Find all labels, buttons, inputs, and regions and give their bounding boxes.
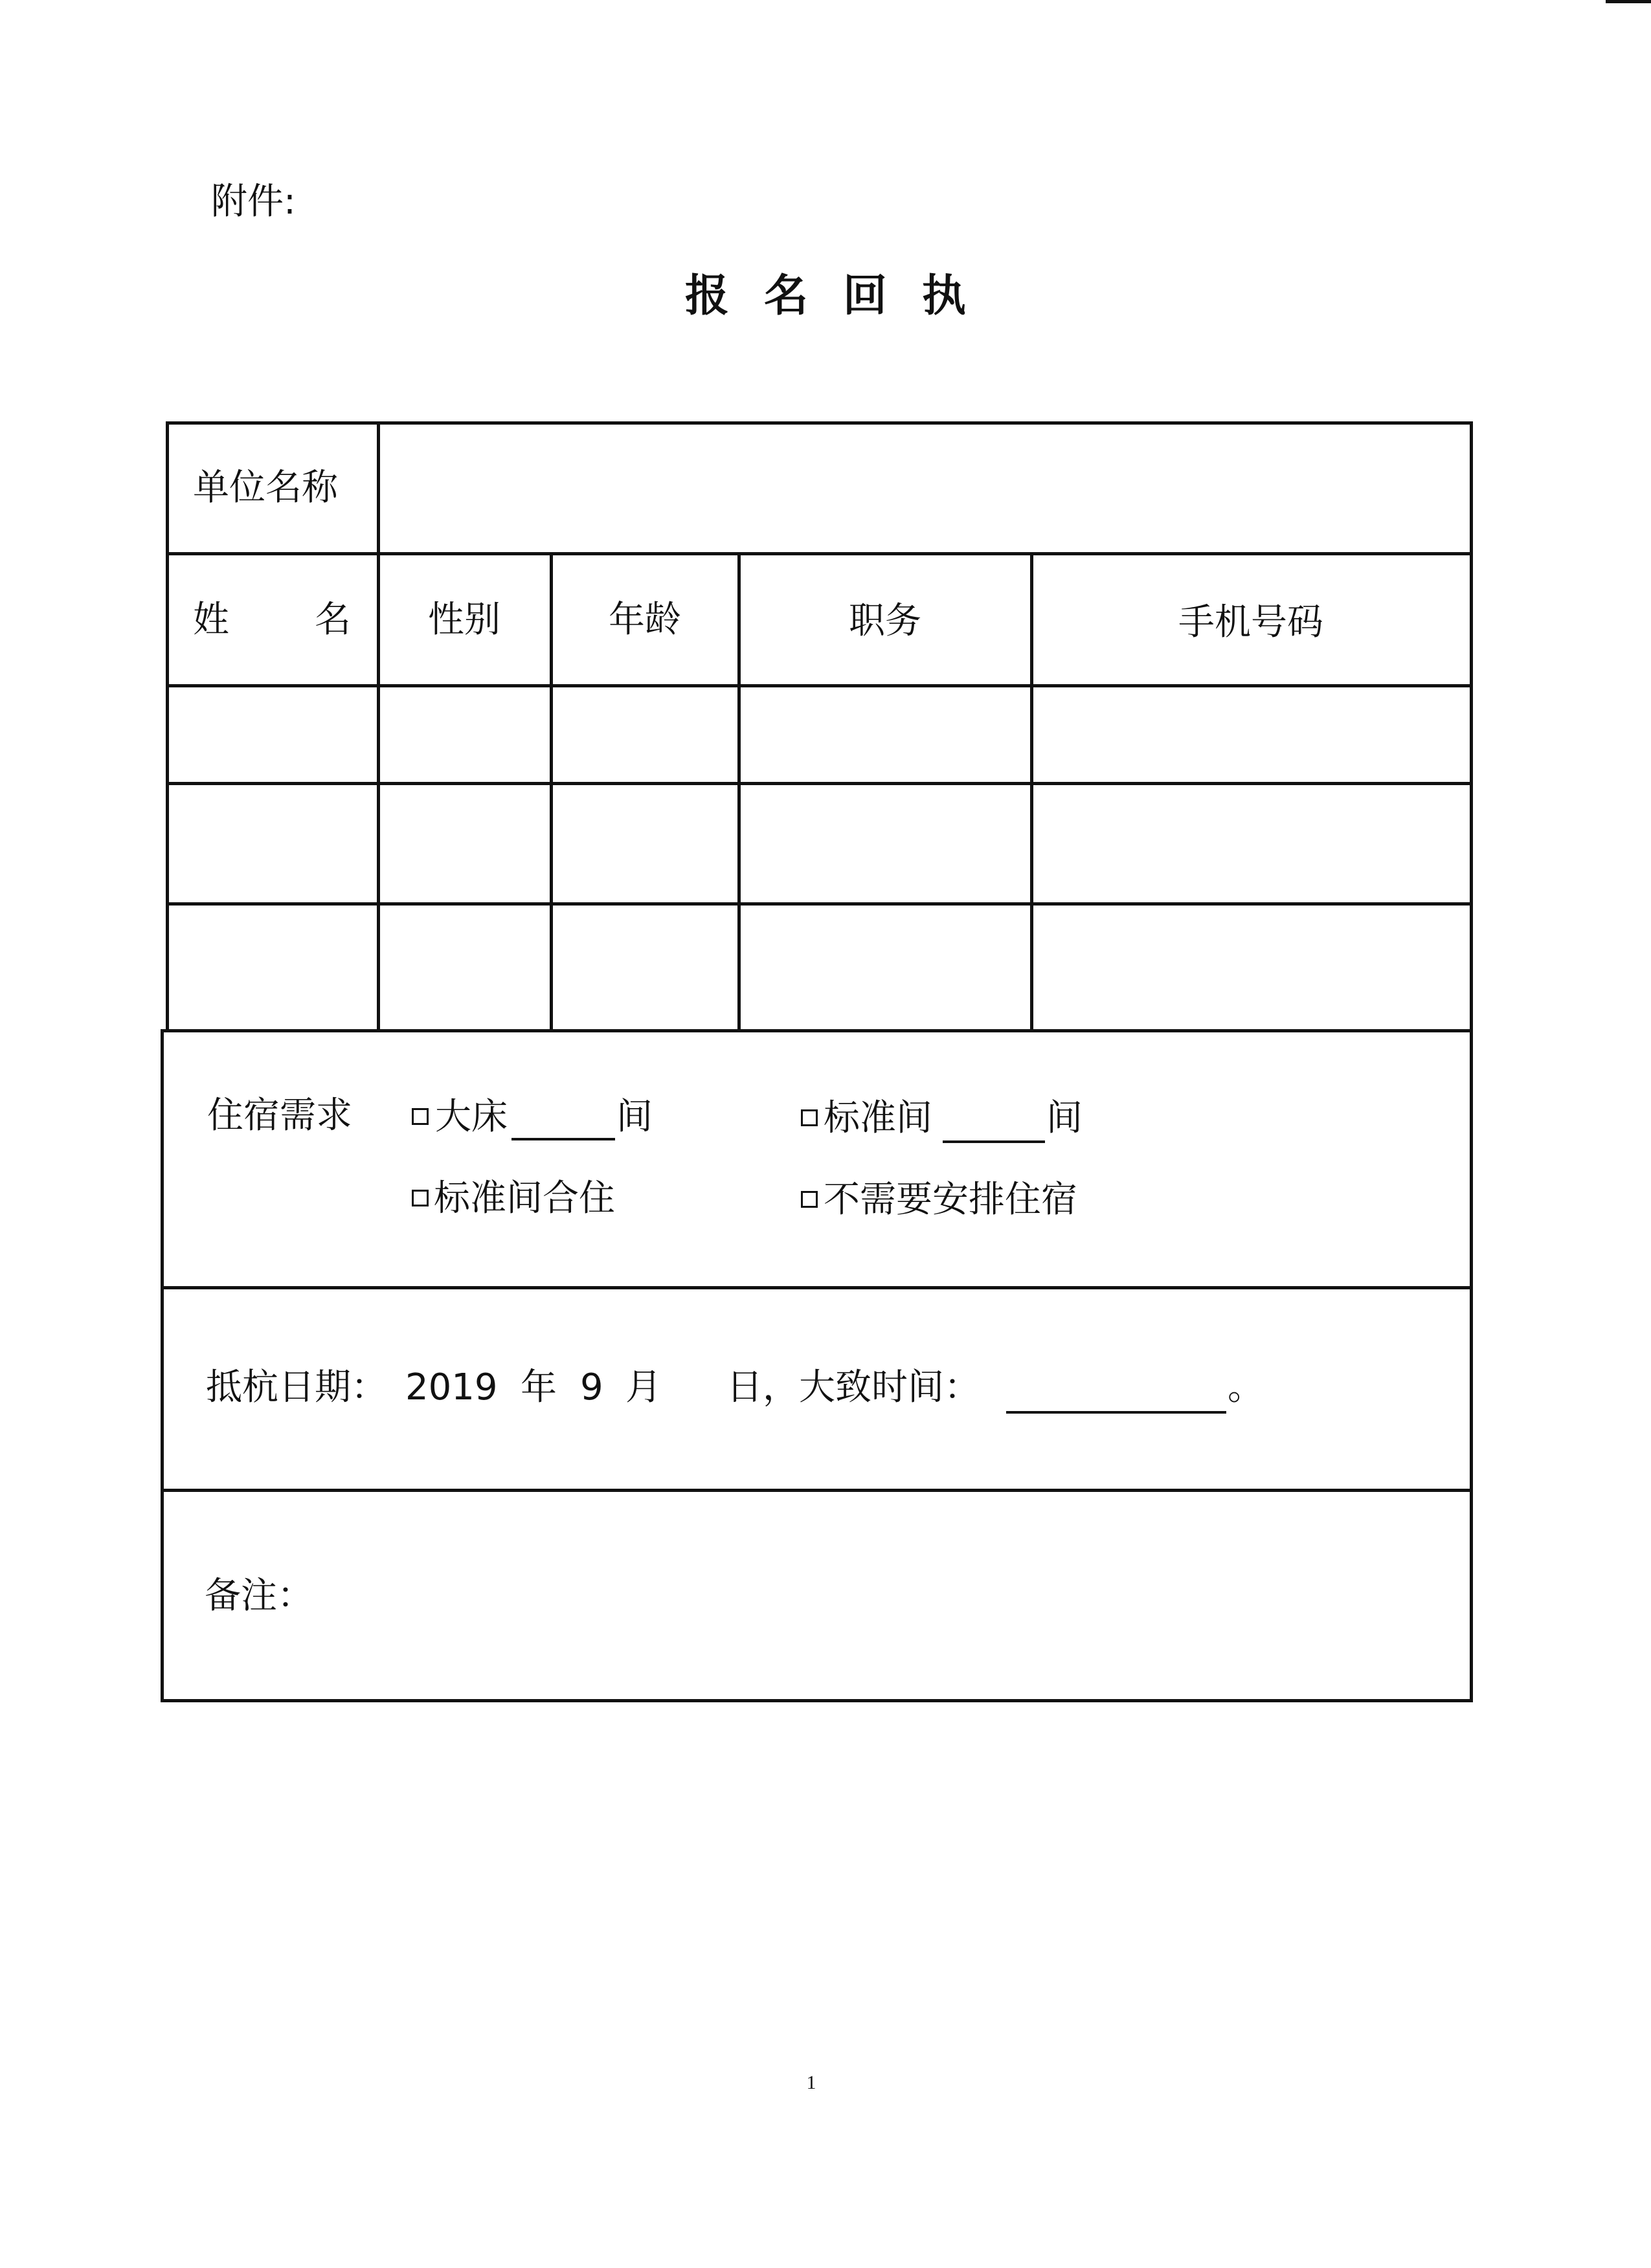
table-cell-name[interactable] <box>170 786 376 901</box>
column-divider <box>737 552 741 1032</box>
attachment-label: 附件: <box>211 181 296 223</box>
table-cell-phone[interactable] <box>1034 906 1468 1028</box>
standard-room-text: 标准间 <box>824 1097 932 1139</box>
table-left-border <box>161 1029 164 1702</box>
table-cell-phone[interactable] <box>1034 688 1468 781</box>
table-cell-name[interactable] <box>170 906 376 1028</box>
table-left-border <box>166 421 169 1032</box>
header-name-right: 名 <box>315 599 351 641</box>
page-number: 1 <box>806 2072 816 2093</box>
checkbox-no-accommodation[interactable] <box>801 1191 818 1208</box>
page-title: 报名回执 <box>684 271 1002 322</box>
arrival-date-label: 抵杭日期： <box>206 1366 387 1408</box>
checkbox-standard-room[interactable] <box>801 1109 818 1126</box>
unit-name-label: 单位名称 <box>193 467 338 509</box>
unit-name-field[interactable] <box>381 426 1467 550</box>
arrival-period: 。 <box>1228 1366 1264 1408</box>
remarks-label: 备注： <box>205 1575 313 1617</box>
big-bed-count-blank[interactable] <box>511 1138 615 1140</box>
arrival-year-unit: 年 <box>521 1366 557 1408</box>
row-divider <box>162 1029 1473 1032</box>
table-cell-age[interactable] <box>554 786 736 901</box>
table-cell-gender[interactable] <box>381 786 548 901</box>
big-bed-text: 大床 <box>435 1096 508 1138</box>
header-name-left: 姓 <box>193 599 229 641</box>
arrival-time-blank[interactable] <box>1006 1411 1226 1414</box>
header-gender: 性别 <box>428 599 500 641</box>
header-position: 职务 <box>849 600 921 642</box>
table-cell-phone[interactable] <box>1034 786 1468 901</box>
row-divider <box>162 1489 1473 1492</box>
checkbox-shared-standard[interactable] <box>412 1190 429 1206</box>
row-divider <box>162 1286 1473 1289</box>
standard-room-count-blank[interactable] <box>943 1140 1045 1143</box>
header-age: 年龄 <box>609 599 681 641</box>
table-cell-gender[interactable] <box>381 688 548 781</box>
table-cell-age[interactable] <box>554 906 736 1028</box>
table-bottom-border <box>161 1699 1473 1702</box>
column-divider <box>550 552 553 1032</box>
row-divider <box>166 552 1473 555</box>
arrival-month-unit: 月 <box>625 1366 662 1408</box>
row-divider <box>166 902 1473 906</box>
table-cell-position[interactable] <box>741 786 1029 901</box>
row-divider <box>166 684 1473 687</box>
table-cell-age[interactable] <box>554 688 736 781</box>
table-top-border <box>166 421 1473 425</box>
table-cell-position[interactable] <box>741 688 1029 781</box>
checkbox-big-bed[interactable] <box>412 1108 429 1125</box>
remarks-field[interactable] <box>324 1493 1466 1697</box>
standard-room-unit: 间 <box>1046 1097 1083 1139</box>
table-right-border <box>1470 421 1473 1702</box>
column-divider <box>1030 552 1033 1032</box>
arrival-year: 2019 <box>405 1366 498 1408</box>
row-divider <box>166 782 1473 785</box>
arrival-day-blank[interactable] <box>668 1363 725 1408</box>
table-cell-name[interactable] <box>170 688 376 781</box>
table-cell-position[interactable] <box>741 906 1029 1028</box>
accommodation-label: 住宿需求 <box>207 1095 352 1137</box>
table-cell-gender[interactable] <box>381 906 548 1028</box>
shared-standard-text: 标准间合住 <box>434 1177 615 1219</box>
no-accommodation-text: 不需要安排住宿 <box>824 1179 1077 1221</box>
column-divider <box>377 421 380 1032</box>
big-bed-unit: 间 <box>616 1096 653 1138</box>
header-phone: 手机号码 <box>1178 601 1323 643</box>
arrival-day-and-time-label: 日，大致时间： <box>726 1366 980 1408</box>
arrival-month: 9 <box>580 1366 603 1408</box>
